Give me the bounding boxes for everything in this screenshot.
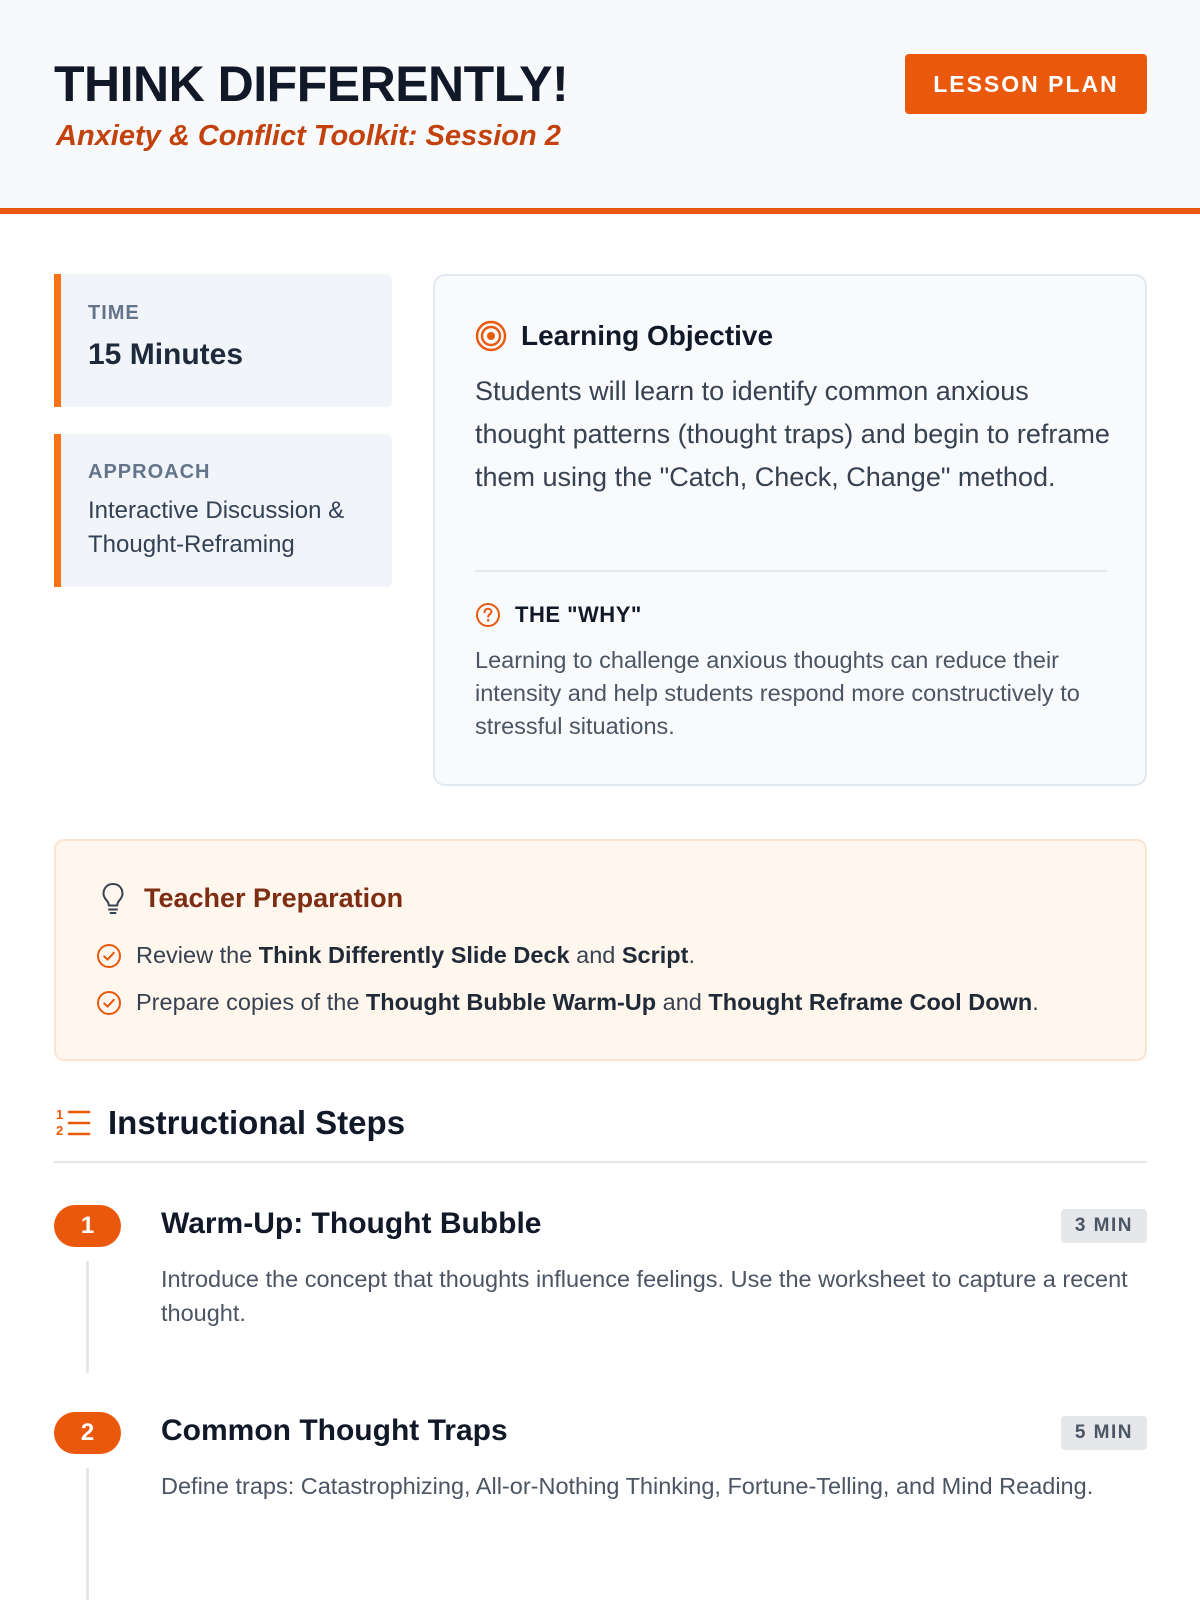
step-duration-badge: 3 MIN: [1061, 1209, 1147, 1243]
time-label: TIME: [88, 302, 140, 324]
learning-objective-card: [433, 274, 1147, 786]
lesson-plan-badge: LESSON PLAN: [905, 54, 1147, 114]
prep-title: Teacher Preparation: [144, 882, 404, 913]
time-value: 15 Minutes: [88, 338, 244, 371]
target-icon: [475, 320, 507, 352]
approach-label: APPROACH: [88, 461, 211, 483]
step-description: Introduce the concept that thoughts influence feelings. Use the worksheet to capture a recent thought.: [161, 1266, 1128, 1326]
check-circle-icon: [96, 943, 122, 969]
approach-card: [54, 434, 392, 587]
page-subtitle: Anxiety & Conflict Toolkit: Session 2: [56, 120, 561, 152]
page-title: THINK DIFFERENTLY!: [54, 56, 569, 112]
step-duration-badge: 5 MIN: [1061, 1416, 1147, 1450]
step-connector: [86, 1261, 89, 1373]
time-card: [54, 274, 392, 407]
prep-item-text: Prepare copies of the Thought Bubble Warm-Up and Thought Reframe Cool Down.: [136, 989, 1039, 1015]
question-circle-icon: [475, 602, 501, 628]
svg-text:1: 1: [56, 1107, 64, 1122]
objective-heading: [475, 320, 773, 352]
prep-heading: [98, 881, 403, 915]
svg-text:2: 2: [56, 1123, 64, 1138]
step-number-badge: 2: [54, 1412, 121, 1454]
step-number-badge: 1: [54, 1205, 121, 1247]
step-connector: [86, 1468, 89, 1600]
prep-item-text: Review the Think Differently Slide Deck and Script.: [136, 942, 696, 968]
objective-text: Students will learn to identify common anxious thought patterns (thought traps) and begin to reframe them using the "Catch, Check, Change" method.: [475, 376, 1110, 492]
steps-title: Instructional Steps: [108, 1104, 406, 1141]
why-text: Learning to challenge anxious thoughts can reduce their intensity and help students respond more constructively to stressful situations.: [475, 647, 1080, 739]
why-title: THE "WHY": [515, 602, 642, 627]
page-header: [0, 0, 1200, 214]
check-circle-icon: [96, 990, 122, 1016]
numbered-list-icon: [54, 1105, 92, 1141]
step-title: Warm-Up: Thought Bubble: [161, 1207, 542, 1240]
prep-item: [96, 942, 695, 969]
objective-title: Learning Objective: [521, 320, 774, 351]
lightbulb-icon: [98, 881, 128, 915]
objective-divider: [475, 570, 1107, 572]
approach-value: Interactive Discussion & Thought-Reframing: [88, 497, 345, 558]
teacher-preparation-card: [54, 839, 1147, 1061]
instructional-steps-heading: [54, 1104, 405, 1142]
why-heading: [475, 602, 642, 628]
steps-divider: [54, 1161, 1147, 1163]
step-title: Common Thought Traps: [161, 1414, 508, 1447]
step-description: Define traps: Catastrophizing, All-or-Nothing Thinking, Fortune-Telling, and Mind Reading.: [161, 1473, 1094, 1499]
prep-item: [96, 989, 1039, 1016]
